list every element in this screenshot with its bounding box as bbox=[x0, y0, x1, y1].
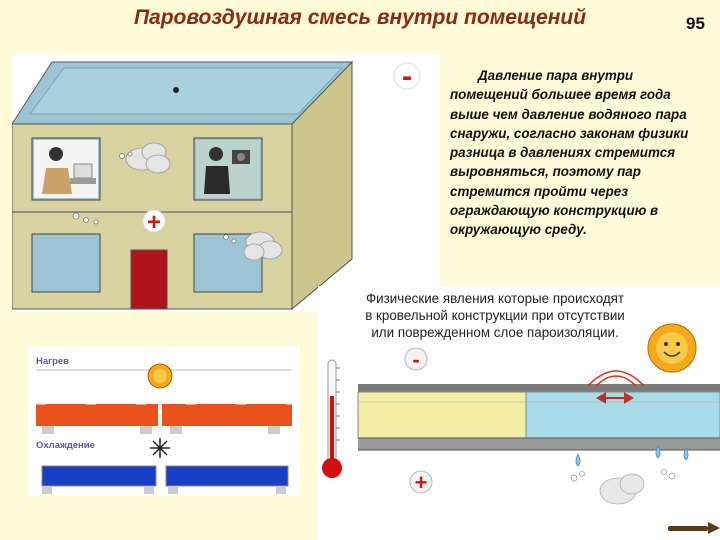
thermometer-icon bbox=[322, 360, 342, 478]
sun-icon bbox=[648, 324, 696, 372]
insulation-dry-layer bbox=[358, 392, 526, 438]
roof-drain-icon bbox=[173, 87, 179, 93]
deck-layer bbox=[358, 438, 720, 450]
caption-line-3: или поврежденном слое пароизоляции. bbox=[371, 325, 619, 340]
page-number: 95 bbox=[686, 14, 705, 33]
thermal-diagram bbox=[28, 346, 300, 496]
house-panel bbox=[12, 54, 440, 312]
outdoor-minus-sign: - bbox=[412, 347, 420, 372]
navigation-arrow-icon bbox=[668, 522, 720, 534]
indoor-plus-sign: + bbox=[414, 470, 428, 495]
heat-wave-icon bbox=[588, 371, 644, 386]
outdoor-minus-sign: - bbox=[402, 60, 412, 93]
caption-line-1: Физические явления которые происходят bbox=[365, 291, 625, 306]
heating-label: Нагрев bbox=[36, 356, 70, 367]
cooling-label: Охлаждение bbox=[36, 440, 95, 451]
cooling-bar bbox=[42, 466, 288, 494]
snowflake-icon bbox=[150, 438, 170, 458]
window-bottom-left bbox=[32, 234, 100, 292]
explanation-text bbox=[450, 66, 700, 240]
roof-membrane-layer bbox=[358, 384, 720, 392]
slide-title: Паровоздушная смесь внутри помещений bbox=[133, 6, 587, 29]
house-door bbox=[131, 250, 167, 309]
person-at-computer-icon bbox=[34, 140, 98, 198]
vapor-cloud-icon bbox=[600, 474, 644, 504]
heating-bar bbox=[36, 404, 292, 434]
caption-line-2: в кровельной конструкции при отсутствии bbox=[365, 308, 625, 323]
person-with-camera-icon bbox=[196, 140, 260, 198]
sun-icon bbox=[148, 364, 172, 388]
indoor-plus-sign: + bbox=[146, 209, 162, 236]
explanation-paragraph: Давление пара внутри помещений большее время года выше чем давление водяного пара снаружи, согласно законам физики разница в давлениях стремится выровняться, поэтому пар стремится пройти через ограждающую конструкцию в окружающую среду. bbox=[450, 68, 689, 238]
roof-diagram-illustration bbox=[318, 286, 720, 540]
house-illustration bbox=[12, 54, 440, 312]
